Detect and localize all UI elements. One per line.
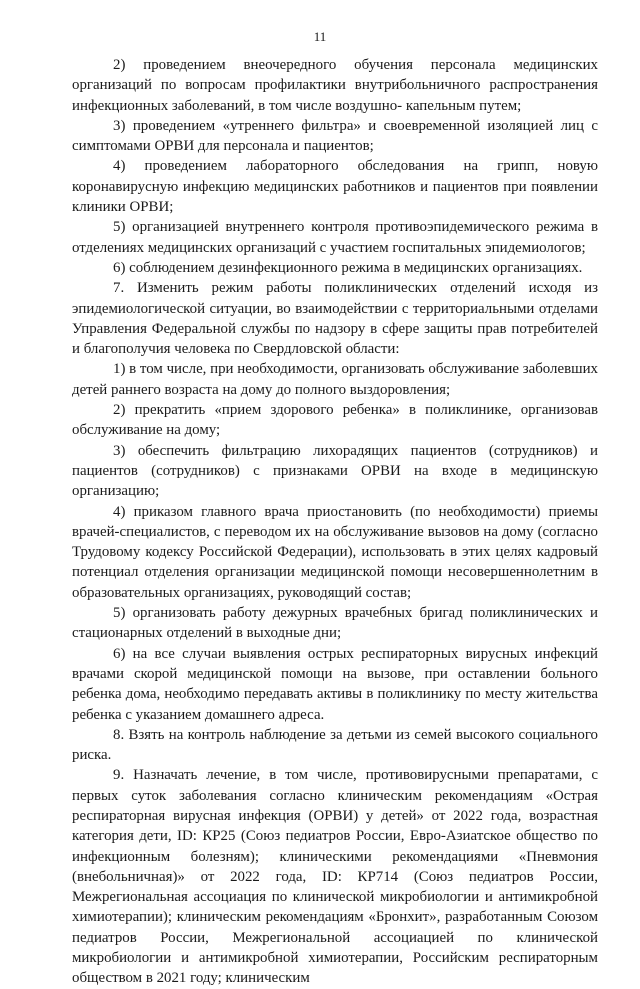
paragraph: 2) проведением внеочередного обучения персонала медицинских организаций по вопросам профилактики внутрибольничного распространения инфекционных заболеваний, в том числе воздушно- капельным путем; bbox=[72, 57, 598, 114]
paragraph: 2) прекратить «прием здорового ребенка» в поликлинике, организовав обслуживание на дому; bbox=[72, 402, 598, 439]
page-number: 11 bbox=[313, 29, 327, 44]
paragraph: 5) организовать работу дежурных врачебных бригад поликлинических и стационарных отделений в выходные дни; bbox=[72, 605, 598, 642]
paragraph: 7. Изменить режим работы поликлинических отделений исходя из эпидемиологической ситуации, во взаимодействии с территориальными отделами Управления Федеральной службы по надзору в сфере защиты прав потребителей и благополучия человека по Свердловской области: bbox=[72, 280, 598, 358]
paragraph: 5) организацией внутреннего контроля противоэпидемического режима в отделениях медицинских организаций с участием госпитальных эпидемиологов; bbox=[72, 219, 598, 256]
paragraph: 1) в том числе, при необходимости, организовать обслуживание заболевших детей раннего возраста на дому до полного выздоровления; bbox=[72, 361, 598, 398]
paragraph: 6) на все случаи выявления острых респираторных вирусных инфекций врачами скорой медицинской помощи на вызове, при оставлении больного ребенка дома, необходимо передавать активы в поликлинику по месту жительства ребенка с указанием домашнего адреса. bbox=[72, 645, 598, 723]
paragraph: 3) обеспечить фильтрацию лихорадящих пациентов (сотрудников) и пациентов (сотрудников) с признаками ОРВИ на входе в медицинскую организацию; bbox=[72, 442, 598, 500]
paragraph: 9. Назначать лечение, в том числе, противовирусными препаратами, с первых суток заболевания согласно клиническим рекомендациям «Острая респираторная вирусная инфекция (ОРВИ) у детей» от 2022 года, возрастная категория дети, ID: КР25 (Союз педиатров России, Евро-Азиатское общество по инфекционным болезням); клиническими рекомендациями «Пневмония (внебольничная)» от 2022 года, ID: КР714 (Союз педиатров России, Межрегиональная ассоциация по клинической микробиологии и антимикробной химиотерапии); клиническим рекомендациям «Бронхит», разработанным Союзом педиатров России, Межрегиональной ассоциацией по клинической микробиологии и антимикробной химиотерапии, Российским респираторным обществом в 2021 году; клиническим bbox=[72, 767, 598, 987]
document-body bbox=[72, 55, 598, 989]
paragraph: 8. Взять на контроль наблюдение за детьми из семей высокого социального риска. bbox=[72, 726, 598, 764]
paragraph: 3) проведением «утреннего фильтра» и своевременной изоляцией лиц с симптомами ОРВИ для персонала и пациентов; bbox=[72, 117, 598, 155]
paragraph: 4) проведением лабораторного обследования на грипп, новую коронавирусную инфекцию медицинских работников и пациентов при появлении клиники ОРВИ; bbox=[72, 158, 598, 216]
paragraph: 4) приказом главного врача приостановить (по необходимости) приемы врачей-специалистов, с переводом их на обслуживание вызовов на дому (согласно Трудовому кодексу Российской Федерации), использовать в этих целях кадровый потенциал отделения организации медицинской помощи несовершеннолетним в образовательных организациях, руководящий состав; bbox=[72, 503, 598, 601]
paragraph: 6) соблюдением дезинфекционного режима в медицинских организациях. bbox=[113, 259, 583, 276]
